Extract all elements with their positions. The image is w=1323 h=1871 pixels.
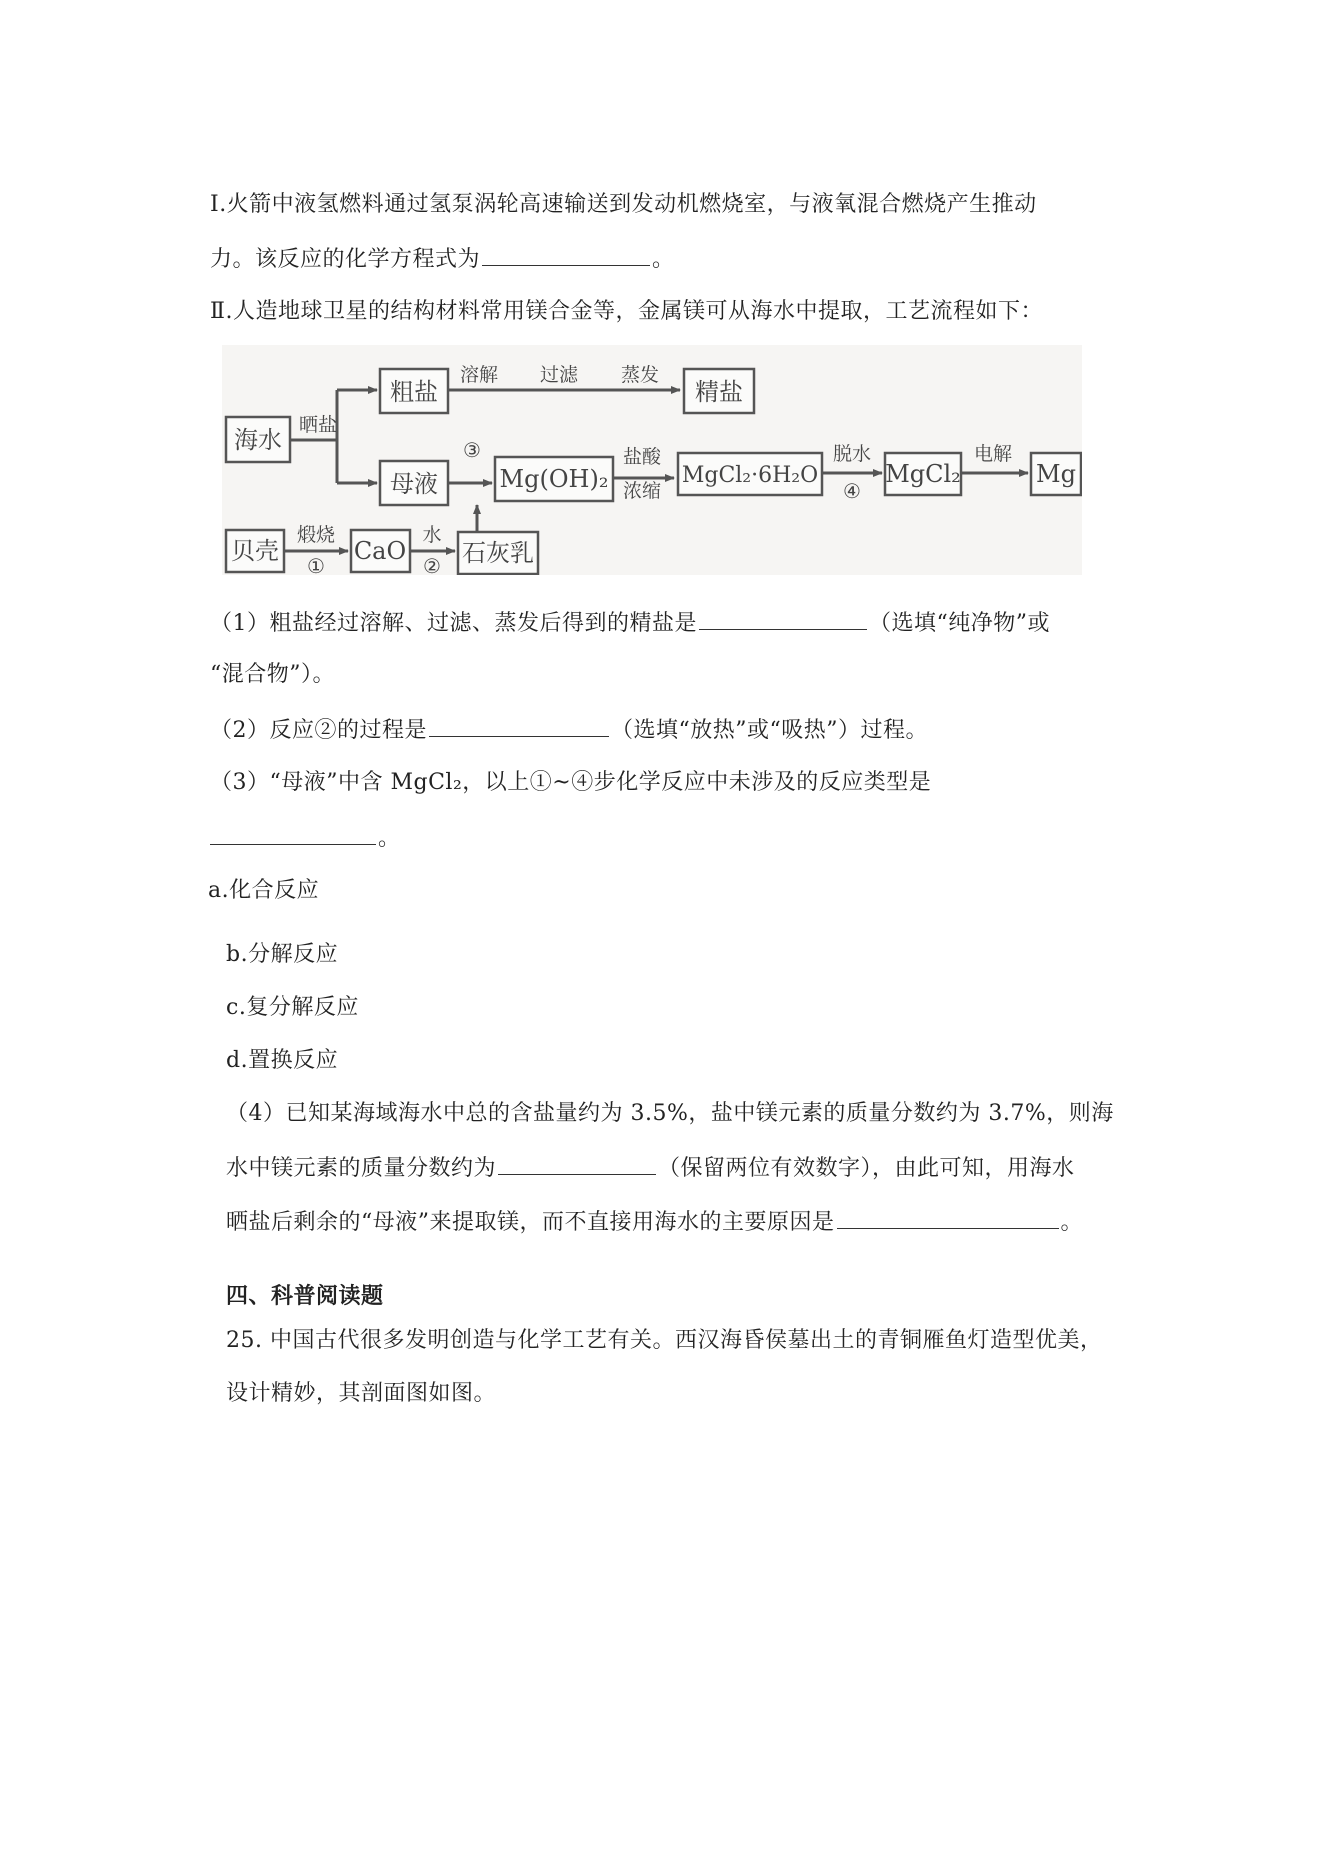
label-electrolysis: 电解: [973, 443, 1013, 465]
box-cao: CaO: [353, 537, 407, 565]
label-evaporate: 蒸发: [620, 364, 660, 386]
q1-line2: “混合物”）。: [210, 662, 335, 687]
q4-line2: [226, 1152, 1075, 1184]
box-lime-milk: 石灰乳: [462, 539, 534, 567]
q25-line2: 设计精妙，其剖面图如图。: [226, 1381, 497, 1406]
q4-reason-blank[interactable]: [837, 1206, 1059, 1229]
label-sun-dry: 晒盐: [298, 414, 338, 436]
q4-line3-text: 晒盐后剩余的“母液”来提取镁，而不直接用海水的主要原因是: [226, 1210, 835, 1235]
q3-line2-end: 。: [378, 826, 401, 851]
q4-line3-end: 。: [1060, 1210, 1084, 1235]
q3-option-d: d.置换反应: [226, 1048, 339, 1073]
box-mgcl2-hydrate: MgCl₂·6H₂O: [681, 463, 819, 488]
box-mg: Mg: [1036, 460, 1076, 488]
q4-fraction-blank[interactable]: [498, 1152, 656, 1175]
box-mother-liquor: 母液: [390, 470, 438, 498]
q3-line1: （3）“母液”中含 MgCl₂，以上①~④步化学反应中未涉及的反应类型是: [210, 770, 932, 795]
step-4: ④: [843, 479, 861, 503]
q1-answer-blank[interactable]: [699, 607, 867, 630]
q1-line1: [210, 607, 1050, 639]
step-1: ①: [307, 554, 325, 575]
label-hcl: 盐酸: [622, 446, 662, 468]
section4-heading: 四、科普阅读题: [226, 1284, 384, 1309]
label-water: 水: [422, 524, 442, 546]
box-shell: 贝壳: [231, 537, 279, 565]
q4-line2-text: 水中镁元素的质量分数约为: [226, 1156, 497, 1181]
equation-answer-blank[interactable]: [482, 243, 650, 266]
label-dissolve: 溶解: [459, 364, 499, 386]
part2-intro: Ⅱ.人造地球卫星的结构材料常用镁合金等，金属镁可从海水中提取，工艺流程如下：: [210, 299, 1043, 324]
q3-line2: [210, 822, 401, 854]
part1-line1: Ⅰ.火箭中液氢燃料通过氢泵涡轮高速输送到发动机燃烧室，与液氧混合燃烧产生推动: [210, 192, 1037, 217]
box-mgoh2: Mg(OH)₂: [499, 465, 609, 493]
q4-line3: [226, 1206, 1083, 1238]
box-crude-salt: 粗盐: [390, 378, 438, 406]
box-seawater: 海水: [234, 426, 282, 454]
q2-text: （2）反应②的过程是: [210, 718, 427, 743]
part1-line2-text: 力。该反应的化学方程式为: [210, 247, 481, 272]
part1-line2: [210, 243, 675, 275]
box-refined-salt: 精盐: [695, 378, 743, 406]
q3-option-b: b.分解反应: [226, 942, 339, 967]
q3-answer-blank[interactable]: [210, 822, 376, 845]
q2-line: [210, 714, 928, 746]
q2-choices: （选填“放热”或“吸热”）过程。: [611, 718, 928, 743]
q1-choices: （选填“纯净物”或: [869, 611, 1050, 636]
q4-line1: （4）已知某海域海水中总的含盐量约为 3.5%，盐中镁元素的质量分数约为 3.7%，则海: [226, 1101, 1114, 1126]
label-concentrate: 浓缩: [622, 480, 662, 502]
q4-line2-end: （保留两位有效数字），由此可知，用海水: [658, 1156, 1075, 1181]
magnesium-process-flowchart: [222, 345, 1082, 575]
label-filter: 过滤: [539, 364, 579, 386]
box-mgcl2: MgCl₂: [885, 460, 961, 488]
q25-line1: 25. 中国古代很多发明创造与化学工艺有关。西汉海昏侯墓出土的青铜雁鱼灯造型优美，: [226, 1328, 1103, 1353]
q1-text: （1）粗盐经过溶解、过滤、蒸发后得到的精盐是: [210, 611, 697, 636]
label-dehydrate: 脱水: [832, 443, 872, 465]
step-3: ③: [463, 438, 481, 462]
q2-answer-blank[interactable]: [429, 714, 609, 737]
label-calcine: 煅烧: [296, 524, 336, 546]
q3-option-a: a.化合反应: [208, 878, 320, 903]
step-2: ②: [423, 554, 441, 575]
part1-line2-end: 。: [652, 247, 675, 272]
q3-option-c: c.复分解反应: [226, 995, 359, 1020]
